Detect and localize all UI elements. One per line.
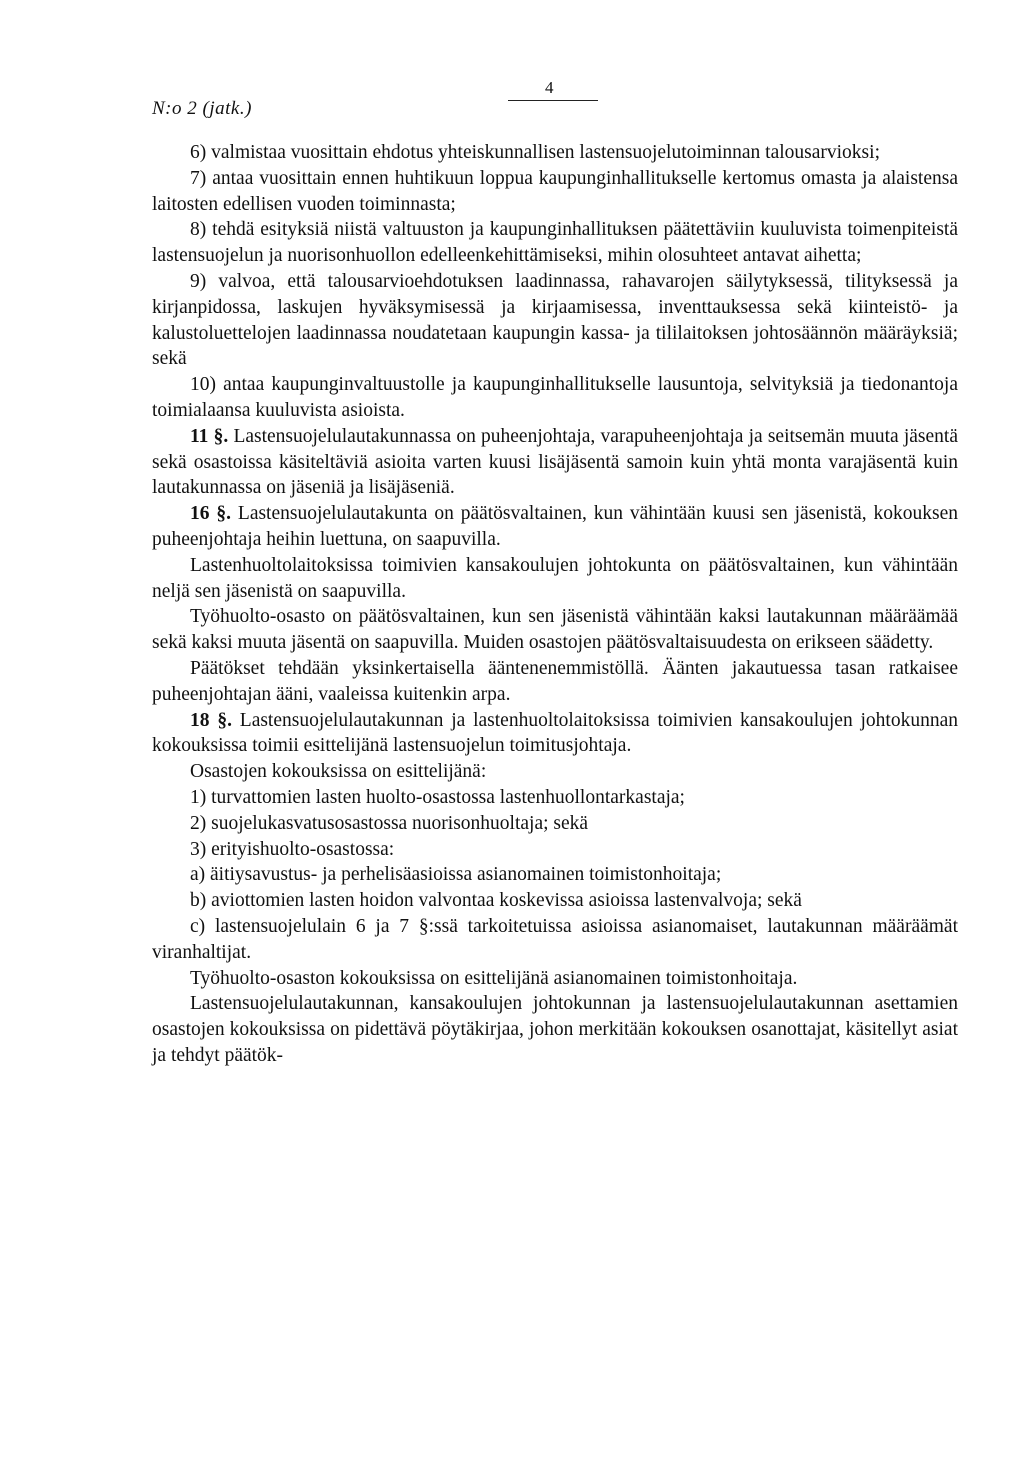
list-item: c) lastensuojelulain 6 ja 7 §:ssä tarkoitetuissa asioissa asianomaiset, lautakunnan määräämät viranhaltijat. [152, 915, 958, 963]
paragraph: Työhuolto-osasto on päätösvaltainen, kun sen jäsenistä vähintään kaksi lautakunnan määräämää sekä kaksi muuta jäsentä on saapuvilla. Muiden osastojen päätösvaltaisuudesta on erikseen säädetty. [152, 606, 958, 654]
paragraph: 8) tehdä esityksiä niistä valtuuston ja kaupunginhallituksen päätettäviin kuuluvista toimenpiteistä lastensuojelun ja nuorisonhuollon edelleenkehittämiseksi, mihin olosuhteet antavat aihetta; [152, 219, 958, 267]
list-item: 3) erityishuolto-osastossa: [190, 838, 395, 860]
section-paragraph: 16 §. Lastensuojelulautakunta on päätösvaltainen, kun vähintään kuusi sen jäsenistä, kokouksen puheenjohtaja heihin luettuna, on saapuvilla. [152, 503, 959, 550]
paragraph: 6) valmistaa vuosittain ehdotus yhteiskunnallisen lastensuojelutoiminnan talousarvioksi; [190, 142, 880, 163]
paragraph: Osastojen kokouksissa on esittelijänä: [190, 761, 487, 783]
section-number: 11 §. [190, 425, 229, 447]
paragraph: Lastensuojelulautakunnan, kansakoulujen johtokunnan ja lastensuojelulautakunnan asettamien osastojen kokouksissa on pidettävä pöytäkirjaa, johon merkitään kokouksen osanottajat, käsitellyt asiat ja tehdyt päätök- [152, 993, 958, 1066]
page-number-rule [508, 100, 598, 101]
page-number: 4 [545, 78, 554, 97]
section-number: 16 §. [190, 503, 232, 525]
paragraph: 7) antaa vuosittain ennen huhtikuun loppua kaupunginhallitukselle kertomus omasta ja alaistensa laitosten edellisen vuoden toiminnasta; [152, 167, 958, 215]
section-paragraph: 18 §. Lastensuojelulautakunnan ja lastenhuoltolaitoksissa toimivien kansakoulujen johtokunnan kokouksissa toimii esittelijänä lastensuojelun toimitusjohtaja. [152, 709, 959, 757]
list-item: 2) suojelukasvatusosastossa nuorisonhuoltaja; sekä [190, 812, 589, 834]
list-item: b) aviottomien lasten hoidon valvontaa koskevissa asioissa lastenvalvoja; sekä [190, 890, 802, 912]
section-number: 18 §. [190, 709, 232, 731]
section-paragraph: 11 §. Lastensuojelulautakunnassa on puheenjohtaja, varapuheenjohtaja ja seitsemän muuta jäsentä sekä osastoissa käsiteltäviä asioita varten kuusi lisäjäsentä samoin kuin yhtä monta varajäsentä kuin lautakunnassa on jäseniä ja lisäjäseniä. [152, 425, 959, 499]
paragraph: 9) valvoa, että talousarvioehdotuksen laadinnassa, rahavarojen säilytyksessä, tilityksessä ja kirjanpidossa, laskujen hyväksymisessä ja kirjaamisessa, inventtauksessa sekä kiinteistö- ja kalustoluettelojen laadinnassa noudatetaan kaupungin kassa- ja tililaitoksen johtosäännön määräyksiä; sekä [152, 270, 958, 370]
body-text [152, 140, 958, 1069]
paragraph: Päätökset tehdään yksinkertaisella ääntenenemmistöllä. Äänten jakautuessa tasan ratkaisee puheenjohtajan ääni, vaaleissa kuitenkin arpa. [152, 657, 958, 705]
paragraph: Työhuolto-osaston kokouksissa on esittelijänä asianomainen toimistonhoitaja. [190, 967, 798, 989]
paragraph: 10) antaa kaupunginvaltuustolle ja kaupunginhallitukselle lausuntoja, selvityksiä ja tiedonantoja toimialaansa kuuluvista asioista. [152, 374, 958, 421]
running-head: N:o 2 (jatk.) [152, 98, 252, 119]
paragraph: Lastenhuoltolaitoksissa toimivien kansakoulujen johtokunta on päätösvaltainen, kun vähintään neljä sen jäsenistä on saapuvilla. [152, 554, 958, 602]
list-item: a) äitiysavustus- ja perhelisäasioissa asianomainen toimistonhoitaja; [190, 864, 722, 886]
list-item: 1) turvattomien lasten huolto-osastossa lastenhuollontarkastaja; [190, 786, 685, 808]
